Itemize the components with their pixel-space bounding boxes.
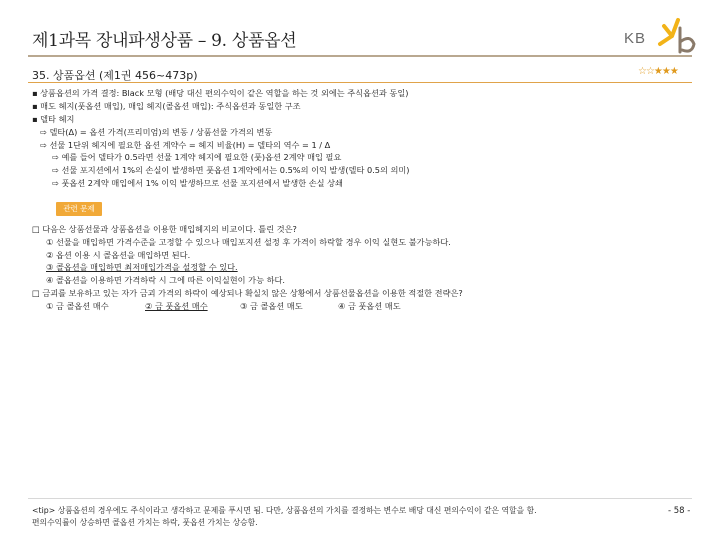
quiz-option: ④ 콜옵션을 이용하면 가격하락 시 그에 따른 이익실현이 가능 하다. [46,275,286,285]
body-line: ⇨ 선물 포지션에서 1%의 손실이 발생하면 풋옵션 1계약에서는 0.5%의 이익 발생(델타 0.5의 의미) [52,165,410,175]
body-line: ▪ 상품옵션의 가격 결정: Black 모형 (배당 대신 편의수익이 같은 역할을 하는 것 외에는 주식옵션과 동일) [32,88,409,98]
quiz-option-answer: ② 금 풋옵션 매수 [145,301,208,311]
quiz-question-1: □ 다음은 상품선물과 상품옵션을 이용한 매입헤지의 비교이다. 틀린 것은? [32,224,297,234]
related-question-badge: 관련 문제 [56,202,102,216]
quiz-option-answer: ③ 콜옵션을 매입하면 최저매입가격을 설정할 수 있다. [46,262,238,272]
tip-text: 편의수익률이 상승하면 콜옵션 가치는 하락, 풋옵션 가치는 상승함. [32,518,258,527]
quiz-question-2: □ 금괴를 보유하고 있는 자가 금괴 가격의 하락이 예상되나 확실치 않은 상황에서 상품선물옵션을 이용한 적절한 전략은? [32,288,463,298]
body-line: ▪ 델타 헤지 [32,114,75,124]
page-number: - 58 - [668,506,691,516]
quiz-option: ④ 금 풋옵션 매도 [338,301,401,311]
body-line: ⇨ 델타(Δ) = 옵션 가격(프리미엄)의 변동 / 상품선물 가격의 변동 [40,127,273,137]
body-line: ⇨ 예를 들어 델타가 0.5라면 선물 1계약 헤지에 필요한 (풋)옵션 2계약 매입 필요 [52,152,342,162]
star-logo-icon [620,14,710,60]
logo-text: KB [624,30,647,47]
importance-stars: ☆☆★★★ [638,66,678,77]
header-divider [28,55,692,57]
quiz-option: ① 선물을 매입하면 가격수준을 고정할 수 있으나 매입포지션 설정 후 가격이 하락할 경우 이익 실현도 불가능하다. [46,237,451,247]
quiz-option: ② 옵션 이용 시 콜옵션을 매입하면 된다. [46,250,191,260]
kb-logo [620,14,710,60]
body-line: ⇨ 풋옵션 2계약 매입에서 1% 이익 발생하므로 선물 포지션에서 발생한 손실 상쇄 [52,178,343,188]
tip-text: <tip> 상품옵션의 경우에도 주식이라고 생각하고 문제를 푸시면 됨. 다만, 상품옵션의 가치를 결정하는 변수로 배당 대신 편의수익이 같은 역할을 함. [32,506,537,515]
section-divider [28,82,692,83]
body-line: ⇨ 선물 1단위 헤지에 필요한 옵션 계약수 = 헤지 비율(H) = 델타의 역수 = 1 / Δ [40,140,331,150]
body-line: ▪ 매도 헤지(풋옵션 매입), 매입 헤지(콜옵션 매입): 주식옵션과 동일한 구조 [32,101,301,111]
footer-divider [28,498,692,499]
page-title: 제1과목 장내파생상품 – 9. 상품옵션 [32,31,297,51]
quiz-option: ③ 금 콜옵션 매도 [240,301,303,311]
section-title: 35. 상품옵션 (제1권 456~473p) [32,69,198,82]
quiz-option: ① 금 콜옵션 매수 [46,301,109,311]
